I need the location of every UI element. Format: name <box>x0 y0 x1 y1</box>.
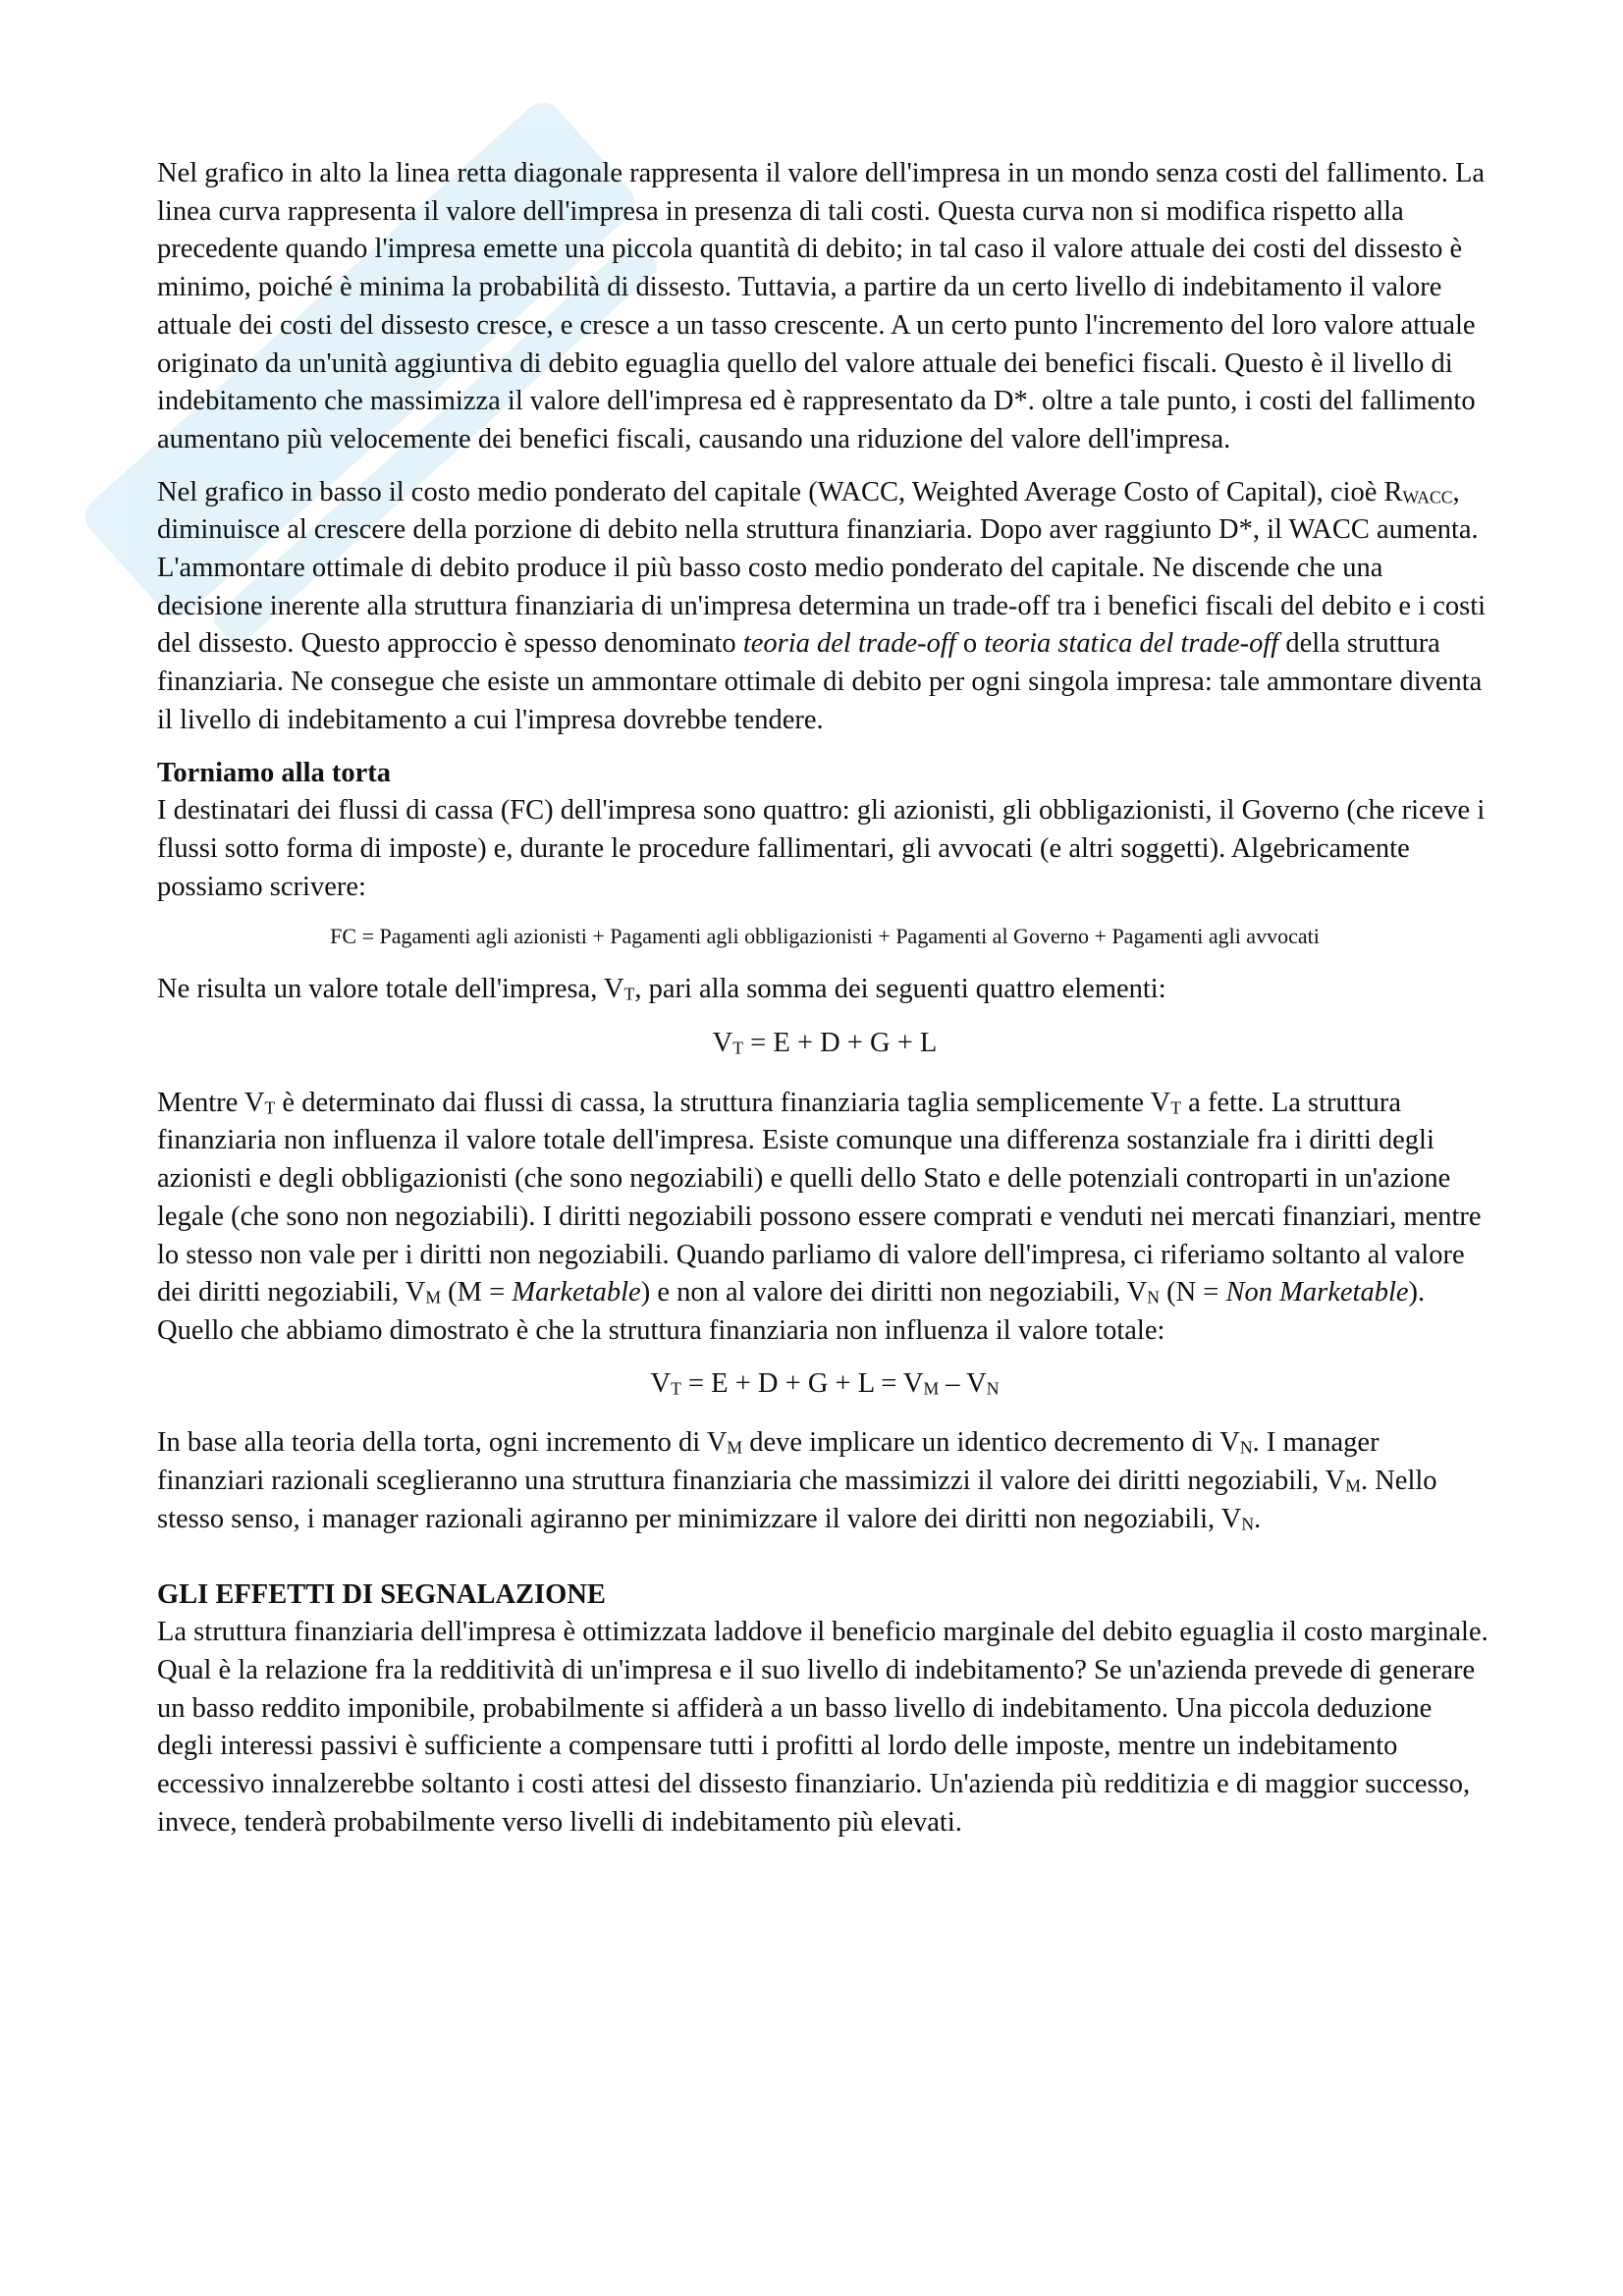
paragraph-4: Ne risulta un valore totale dell'impresa, $V_T$, pari alla somma dei seguenti quattro elementi: <box>157 974 1166 1005</box>
section-heading-torta: Torniamo alla torta <box>157 757 392 788</box>
paragraph-7: La struttura finanziaria dell'impresa è ottimizzata laddove il beneficio marginale del debito eguaglia il costo marginale. Qual è la relazione fra la redditività di un'impresa e il suo livello di indebitamento? Se un'azienda prevede di generare un basso reddito imponibile, probabilmente si affiderà a un basso livello di indebitamento. Una piccola deduzione degli interessi passivi è sufficiente a compensare tutti i profitti al lordo delle imposte, mentre un indebitamento eccessivo innalzerebbe soltanto i costi attesi del dissesto finanziario. Un'azienda più redditizia e di maggior successo, invece, tenderà probabilmente verso livelli di indebitamento più elevati. <box>157 1617 1488 1838</box>
paragraph-1: Nel grafico in alto la linea retta diagonale rappresenta il valore dell'impresa in un mondo senza costi del fallimento. La linea curva rappresenta il valore dell'impresa in presenza di tali costi. Questa curva non si modifica rispetto alla precedente quando l'impresa emette una piccola quantità di debito; in tal caso il valore attuale dei costi del dissesto è minimo, poiché è minima la probabilità di dissesto. Tuttavia, a partire da un certo livello di indebitamento il valore attuale dei costi del dissesto cresce, e cresce a un tasso crescente. A un certo punto l'incremento del loro valore attuale originato da un'unità aggiuntiva di debito eguaglia quello del valore attuale dei benefici fiscali. Questo è il livello di indebitamento che massimizza il valore dell'impresa ed è rappresentato da D*. oltre a tale punto, i costi del fallimento aumentano più velocemente dei benefici fiscali, causando una riduzione del valore dell'impresa. <box>157 158 1486 454</box>
paragraph-2: Nel grafico in basso il costo medio ponderato del capitale (WACC, Weighted Average Costo of Capital), cioè $R_{WACC}$, diminuisce al crescere della porzione di debito nella struttura finanziaria. Dopo aver raggiunto D*, il WACC aumenta. L'ammontare ottimale di debito produce il più basso costo medio ponderato del capitale. Ne discende che una decisione inerente alla struttura finanziaria di un'impresa determina un trade-off tra i benefici fiscali del debito e i costi del dissesto. Questo approccio è spesso denominato teoria del trade-off o teoria statica del trade-off della struttura finanziaria. Ne consegue che esiste un ammontare ottimale di debito per ogni singola impresa: tale ammontare diventa il livello di indebitamento a cui l'impresa dovrebbe tendere. <box>157 476 1487 735</box>
section-heading-segnalazione: GLI EFFETTI DI SEGNALAZIONE <box>157 1578 606 1610</box>
section-gap <box>157 1539 1492 1576</box>
document-page <box>157 155 1492 1842</box>
formula-total-value: $V_T = E + D + G + L$ <box>712 1028 938 1059</box>
paragraph-6: In base alla teoria della torta, ogni incremento di $V_M$ deve implicare un identico decremento di $V_N$. I manager finanziari razionali sceglieranno una struttura finanziaria che massimizzi il valore dei diritti negoziabili, $V_M$. Nello stesso senso, i manager razionali agiranno per minimizzare il valore dei diritti non negoziabili, $V_N$. <box>157 1427 1437 1534</box>
formula-marketable-value: $V_T = E + D + G + L = V_M - V_N$ <box>650 1367 1000 1399</box>
paragraph-5: Mentre $V_T$ è determinato dai flussi di cassa, la struttura finanziaria taglia semplicemente $V_T$ a fette. La struttura finanziaria non influenza il valore totale dell'impresa. Esiste comunque una differenza sostanziale fra i diritti degli azionisti e degli obbligazionisti (che sono negoziabili) e quelli dello Stato e delle potenziali controparti in un'azione legale (che sono non negoziabili). I diritti negoziabili possono essere comprati e venduti nei mercati finanziari, mentre lo stesso non vale per i diritti non negoziabili. Quando parliamo di valore dell'impresa, ci riferiamo soltanto al valore dei diritti negoziabili, $V_M$ (M = Marketable) e non al valore dei diritti non negoziabili, $V_N$ (N = Non Marketable). Quello che abbiamo dimostrato è che la struttura finanziaria non influenza il valore totale: <box>157 1087 1482 1346</box>
formula-cash-flows: FC = Pagamenti agli azionisti + Pagamenti agli obbligazionisti + Pagamenti al Governo + Pagamenti agli avvocati <box>330 924 1320 949</box>
paragraph-3: I destinatari dei flussi di cassa (FC) dell'impresa sono quattro: gli azionisti, gli obbligazionisti, il Governo (che riceve i flussi sotto forma di imposte) e, durante le procedure fallimentari, gli avvocati (e altri soggetti). Algebricamente possiamo scrivere: <box>157 795 1486 902</box>
